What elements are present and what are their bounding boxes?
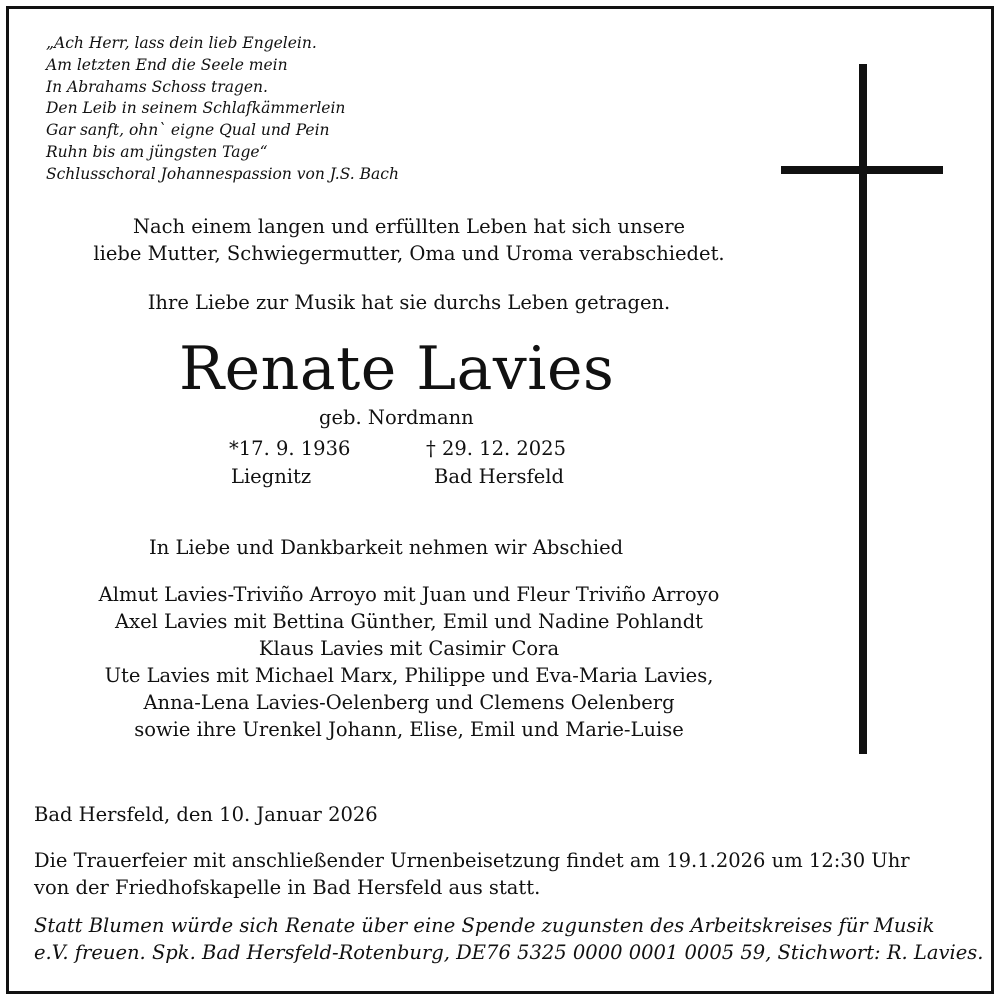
family-line: sowie ihre Urenkel Johann, Elise, Emil und Marie-Luise <box>134 718 684 741</box>
ceremony-line: von der Friedhofskapelle in Bad Hersfeld aus statt. <box>34 876 541 899</box>
intro-line: liebe Mutter, Schwiegermutter, Oma und Uroma verabschiedet. <box>93 242 725 265</box>
intro-line: Nach einem langen und erfüllten Leben hat sich unsere <box>132 215 686 238</box>
poem-quote <box>46 33 646 186</box>
poem-line: In Abrahams Schoss tragen. <box>46 77 268 96</box>
family-line: Anna-Lena Lavies-Oelenberg und Clemens Oelenberg <box>143 691 675 714</box>
cross-horizontal-bar <box>781 166 943 174</box>
family-line: Axel Lavies mit Bettina Günther, Emil und Nadine Pohlandt <box>114 610 704 633</box>
poem-line: Gar sanft, ohn` eigne Qual und Pein <box>46 121 330 140</box>
donation-info <box>34 912 984 966</box>
poem-line: Den Leib in seinem Schlafkämmerlein <box>46 99 346 118</box>
family-line: Klaus Lavies mit Casimir Cora <box>258 637 560 660</box>
place-date: Bad Hersfeld, den 10. Januar 2026 <box>34 803 378 826</box>
born-name: geb. Nordmann <box>319 406 474 429</box>
obituary-notice <box>6 6 994 994</box>
death-date: † 29. 12. 2025 <box>426 437 566 460</box>
poem-source: Schlusschoral Johannespassion von J.S. Bach <box>46 164 399 183</box>
poem-line: „Ach Herr, lass dein lieb Engelein. <box>46 34 317 52</box>
farewell-line: In Liebe und Dankbarkeit nehmen wir Abschied <box>149 536 624 559</box>
family-line: Almut Lavies-Triviño Arroyo mit Juan und Fleur Triviño Arroyo <box>98 583 720 606</box>
poem-line: Am letzten End die Seele mein <box>46 55 288 74</box>
ceremony-info <box>34 847 974 901</box>
family-list <box>49 581 769 743</box>
ceremony-line: Die Trauerfeier mit anschließender Urnenbeisetzung findet am 19.1.2026 um 12:30 Uhr <box>34 849 910 872</box>
birth-place: Liegnitz <box>231 465 312 488</box>
poem-line: Ruhn bis am jüngsten Tage“ <box>46 142 268 161</box>
intro-text <box>49 213 769 267</box>
music-line: Ihre Liebe zur Musik hat sie durchs Leben getragen. <box>147 291 671 314</box>
family-line: Ute Lavies mit Michael Marx, Philippe und Eva-Maria Lavies, <box>104 664 714 687</box>
deceased-name: Renate Lavies <box>179 334 615 404</box>
donation-line: e.V. freuen. Spk. Bad Hersfeld-Rotenburg, DE76 5325 0000 0001 0005 59, Stichwort: R. Lavies. <box>34 941 984 964</box>
death-place: Bad Hersfeld <box>434 465 564 488</box>
donation-line: Statt Blumen würde sich Renate über eine Spende zugunsten des Arbeitskreises für Musik <box>34 914 935 937</box>
birth-date: *17. 9. 1936 <box>229 437 351 460</box>
